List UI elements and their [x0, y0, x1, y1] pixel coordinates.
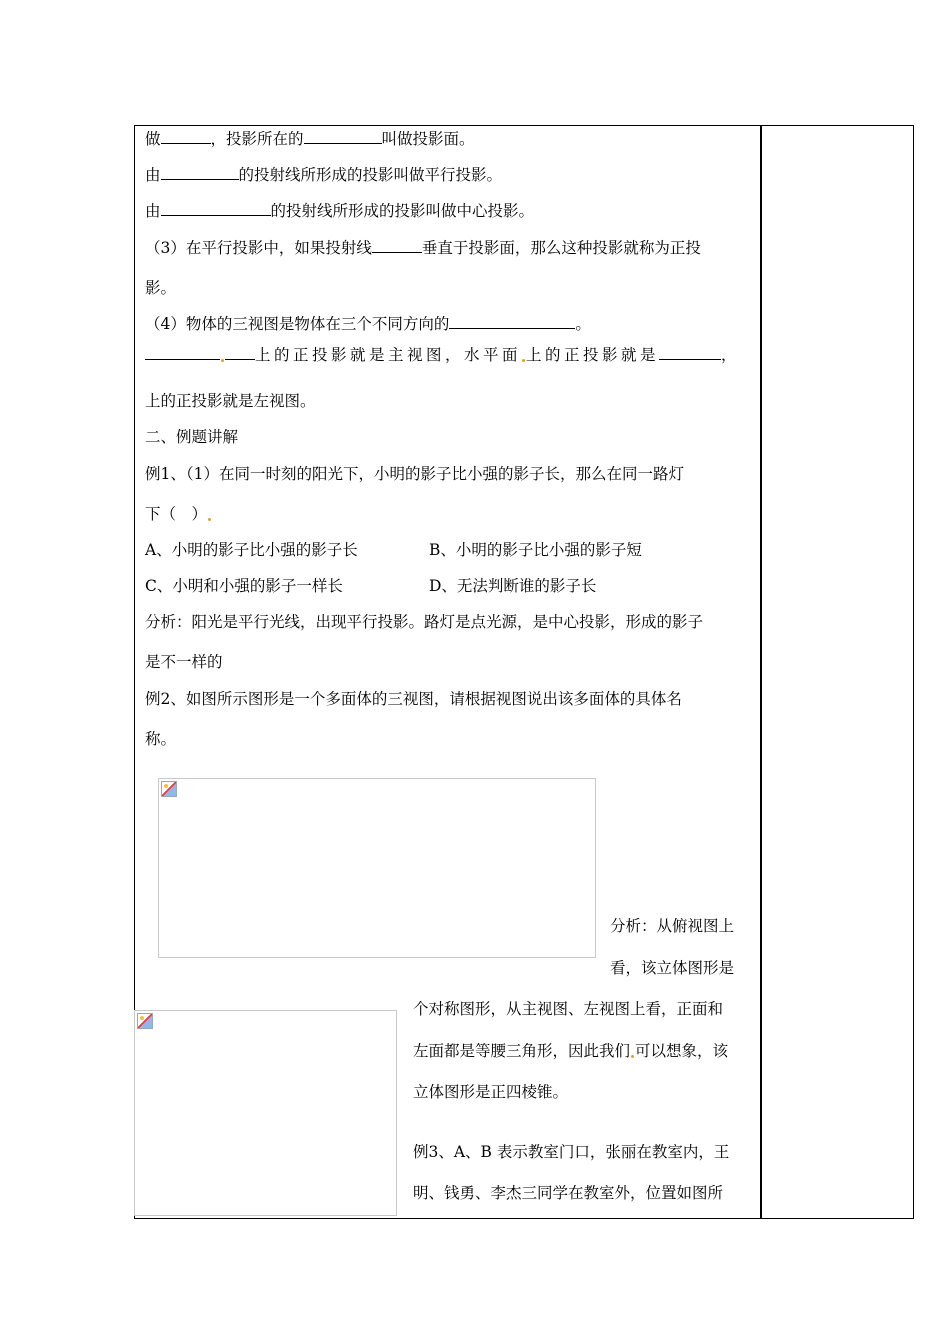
text: 叫做投影面。: [381, 130, 475, 148]
side-text-line: 看，该立体图形是: [610, 959, 735, 977]
text: 的投射线所形成的投影叫做中心投影。: [270, 202, 535, 220]
text: 上的正投影就是主视图，水平面: [255, 346, 522, 364]
fill-blank: [659, 345, 721, 360]
three-view-image: [158, 778, 596, 958]
classroom-image: [134, 1010, 397, 1216]
text-line: 上的正投影就是左视图。: [145, 392, 316, 410]
side-text-line: 明、钱勇、李杰三同学在教室外，位置如图所: [413, 1184, 724, 1202]
text: 由: [145, 166, 161, 184]
text: 垂直于投影面，那么这种投影就称为正投: [421, 239, 701, 257]
text: （3）在平行投影中，如果投射线: [145, 239, 372, 257]
text: 左面都是等腰三角形，因此我们: [413, 1042, 631, 1060]
text-line: [145, 314, 591, 334]
text-line: 例2、如图所示图形是一个多面体的三视图，请根据视图说出该多面体的具体名: [145, 690, 682, 708]
fill-blank: [449, 314, 575, 329]
fill-blank: [161, 129, 211, 144]
text: 的投射线所形成的投影叫做平行投影。: [238, 166, 503, 184]
fill-blank: [372, 238, 422, 253]
text-line: 分析：阳光是平行光线，出现平行投影。路灯是点光源，是中心投影，形成的影子: [145, 613, 704, 631]
broken-image-icon: [161, 781, 177, 797]
text: 做: [145, 130, 161, 148]
text: 上的正投影就是: [526, 346, 660, 364]
side-text-line: [413, 1041, 728, 1061]
text-line: [145, 201, 534, 221]
text-line: 例1、（1）在同一时刻的阳光下，小明的影子比小强的影子长，那么在同一路灯: [145, 465, 684, 483]
text: ，投影所在的: [210, 130, 304, 148]
mark-dot: [631, 1055, 634, 1058]
mark-dot: [522, 359, 525, 362]
fill-blank: [225, 345, 255, 360]
text-line: 称。: [145, 730, 177, 748]
text-line: 影。: [145, 279, 177, 297]
text: 可以想象，该: [635, 1042, 729, 1060]
text-line: [145, 165, 502, 185]
text-line: [145, 504, 212, 524]
side-text-line: 个对称图形，从主视图、左视图上看，正面和: [413, 1000, 724, 1018]
mark-dot: [208, 518, 211, 521]
text-line: [145, 129, 475, 149]
side-text-line: 例3、A、B 表示教室门口，张丽在教室内，王: [413, 1143, 730, 1161]
text: 由: [145, 202, 161, 220]
fill-blank: [304, 129, 382, 144]
mark-dot: [221, 359, 224, 362]
option-b: B、小明的影子比小强的影子短: [429, 541, 642, 559]
option-row: [145, 540, 642, 560]
option-c: C、小明和小强的影子一样长: [145, 577, 343, 595]
broken-image-icon: [137, 1013, 153, 1029]
option-a: A、小明的影子比小强的影子长: [145, 541, 358, 559]
text: （4）物体的三视图是物体在三个不同方向的: [145, 315, 450, 333]
text: ，: [721, 346, 741, 364]
fill-blank: [161, 201, 271, 216]
fill-blank: [145, 345, 220, 360]
text: 。: [575, 315, 591, 333]
option-row: [145, 576, 596, 596]
option-d: D、无法判断谁的影子长: [429, 577, 597, 595]
section-heading: 二、例题讲解: [145, 428, 239, 446]
text-line: [145, 345, 740, 365]
side-text-line: 分析：从俯视图上: [610, 917, 735, 935]
side-text-line: 立体图形是正四棱锥。: [413, 1083, 569, 1101]
text: 下（ ）: [145, 505, 208, 523]
text-line: 是不一样的: [145, 653, 223, 671]
column-divider: [760, 125, 762, 1219]
fill-blank: [161, 165, 239, 180]
text-line: [145, 238, 701, 258]
